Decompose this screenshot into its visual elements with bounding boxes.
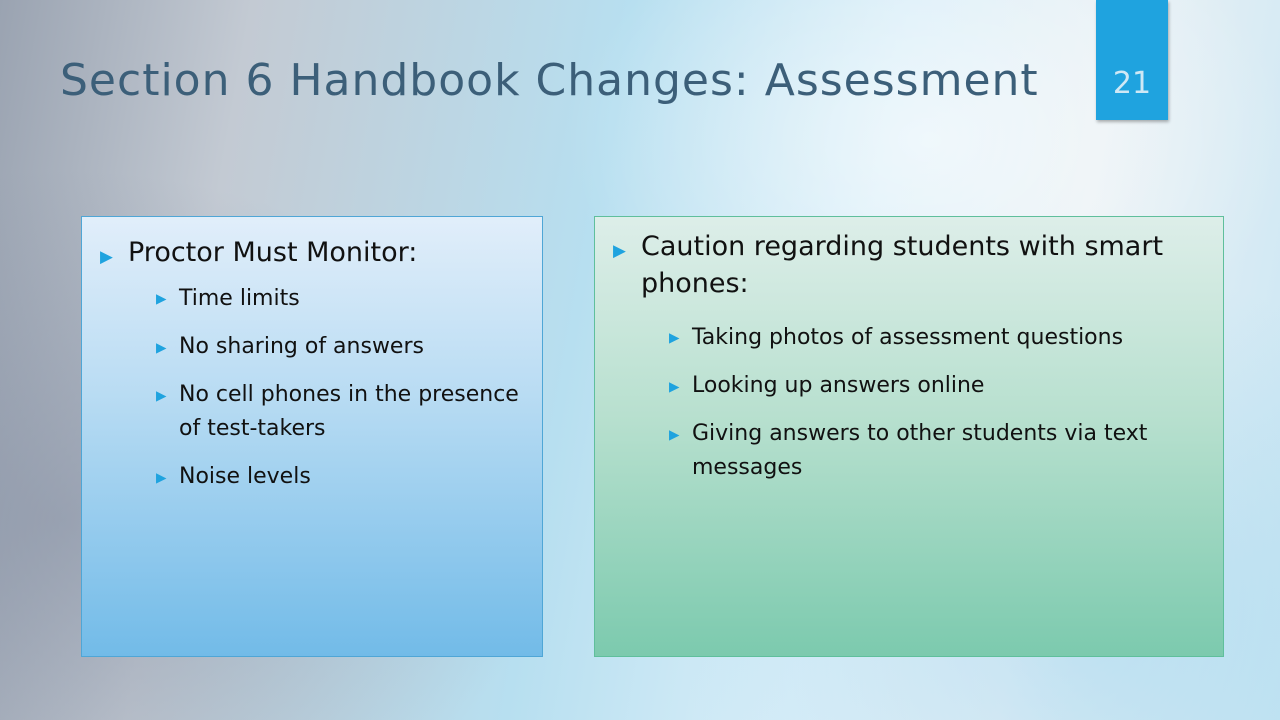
page-number: 21 [1112,66,1152,101]
list-item [156,378,528,446]
triangle-bullet-icon: ▶ [669,330,680,347]
caution-panel [594,216,1224,657]
triangle-bullet-icon: ▶ [156,339,167,356]
triangle-bullet-icon: ▶ [613,240,626,261]
list-item-text: No cell phones in the presence of test-takers [179,382,519,442]
list-item-text: Taking photos of assessment questions [692,324,1124,350]
list-item-text: Time limits [179,285,300,311]
page-number-tab [1096,0,1168,120]
caution-heading-item [613,229,1209,485]
triangle-bullet-icon: ▶ [669,426,680,443]
proctor-panel [81,216,543,657]
proctor-list [100,235,528,494]
proctor-heading-item [100,235,528,494]
triangle-bullet-icon: ▶ [100,246,113,267]
caution-sub-list [641,321,1209,485]
triangle-bullet-icon: ▶ [669,378,680,395]
list-item [669,321,1209,355]
caution-heading: Caution regarding students with smart phones: [641,231,1164,299]
proctor-heading: Proctor Must Monitor: [128,237,418,268]
triangle-bullet-icon: ▶ [156,469,167,486]
triangle-bullet-icon: ▶ [156,291,167,308]
list-item [669,417,1209,485]
caution-list [613,229,1209,485]
list-item-text: Looking up answers online [692,373,985,399]
list-item [669,369,1209,403]
slide-title: Section 6 Handbook Changes: Assessment [60,55,1039,106]
triangle-bullet-icon: ▶ [156,387,167,404]
list-item-text: Giving answers to other students via text messages [692,421,1148,481]
list-item-text: No sharing of answers [179,334,424,360]
list-item-text: Noise levels [179,464,311,490]
proctor-sub-list [128,282,528,494]
list-item [156,460,528,494]
list-item [156,282,528,316]
list-item [156,330,528,364]
